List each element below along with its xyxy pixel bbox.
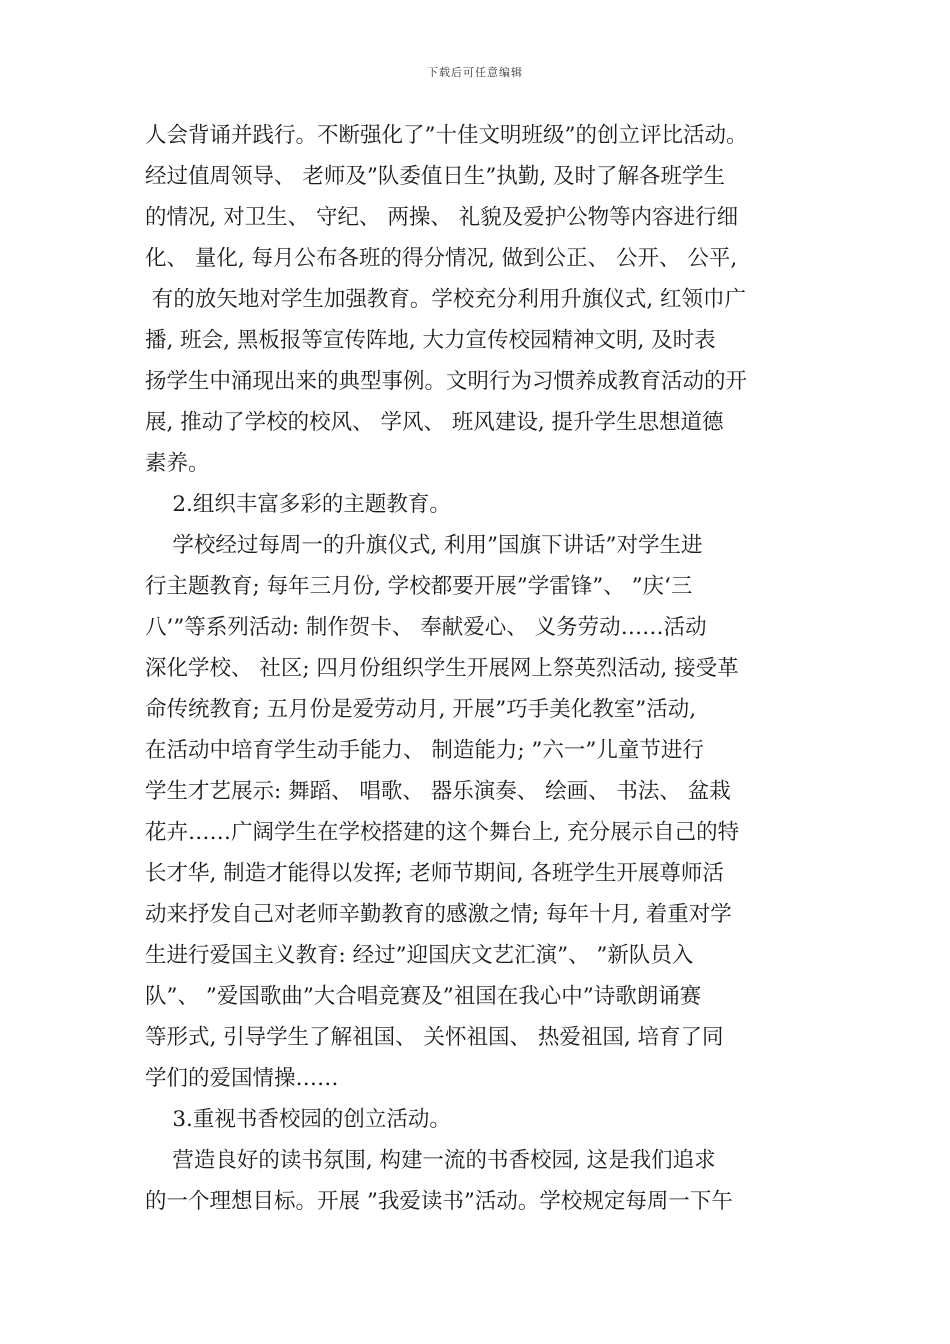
text-line: 播, 班会, 黑板报等宣传阵地, 大力宣传校园精神文明, 及时表	[145, 328, 716, 353]
text-line: 经过值周领导、 老师及”队委值日生”执勤, 及时了解各班学生	[145, 164, 725, 189]
text-line: 展, 推动了学校的校风、 学风、 班风建设, 提升学生思想道德	[145, 410, 724, 435]
text-line: 素养。	[145, 451, 210, 476]
text-line: 的情况, 对卫生、 守纪、 两操、 礼貌及爱护公物等内容进行细	[145, 205, 739, 230]
document-body	[145, 115, 835, 1222]
text-line: 八’”等系列活动: 制作贺卡、 奉献爱心、 义务劳动……活动	[145, 615, 707, 640]
text-line: 在活动中培育学生动手能力、 制造能力; ”六一”儿童节进行	[145, 738, 704, 763]
text-line: 化、 量化, 每月公布各班的得分情况, 做到公正、 公开、 公平,	[145, 246, 738, 271]
page-header: 下载后可任意编辑	[427, 66, 523, 79]
text-line: 学校经过每周一的升旗仪式, 利用”国旗下讲话”对学生进	[145, 533, 703, 558]
text-line: 队”、 ”爱国歌曲”大合唱竞赛及”祖国在我心中”诗歌朗诵赛	[145, 984, 702, 1009]
text-line: 学们的爱国情操……	[145, 1066, 339, 1091]
text-line: 命传统教育; 五月份是爱劳动月, 开展”巧手美化教室”活动,	[145, 697, 697, 722]
text-line: 扬学生中涌现出来的典型事例。文明行为习惯养成教育活动的开	[145, 369, 748, 394]
text-line: 行主题教育; 每年三月份, 学校都要开展”学雷锋”、 ”庆‘三	[145, 574, 693, 599]
text-line: 生进行爱国主义教育: 经过”迎国庆文艺汇演”、 ”新队员入	[145, 943, 694, 968]
text-line: 长才华, 制造才能得以发挥; 老师节期间, 各班学生开展尊师活	[145, 861, 724, 886]
text-line: 动来抒发自己对老师辛勤教育的感激之情; 每年十月, 着重对学	[145, 902, 732, 927]
text-line: 有的放矢地对学生加强教育。学校充分利用升旗仪式, 红领巾广	[145, 287, 747, 312]
section-heading: 2.组织丰富多彩的主题教育。	[145, 492, 451, 517]
text-line: 的一个理想目标。开展 ”我爱读书”活动。学校规定每周一下午	[145, 1189, 733, 1214]
text-line: 等形式, 引导学生了解祖国、 关怀祖国、 热爱祖国, 培育了同	[145, 1025, 724, 1050]
text-line: 人会背诵并践行。不断强化了”十佳文明班级”的创立评比活动。	[145, 123, 748, 148]
section-heading: 3.重视书香校园的创立活动。	[145, 1107, 451, 1132]
text-line: 深化学校、 社区; 四月份组织学生开展网上祭英烈活动, 接受革	[145, 656, 739, 681]
text-line: 花卉……广阔学生在学校搭建的这个舞台上, 充分展示自己的特	[145, 820, 740, 845]
text-line: 营造良好的读书氛围, 构建一流的书香校园, 这是我们追求	[145, 1148, 716, 1173]
text-line: 学生才艺展示: 舞蹈、 唱歌、 器乐演奏、 绘画、 书法、 盆栽	[145, 779, 731, 804]
